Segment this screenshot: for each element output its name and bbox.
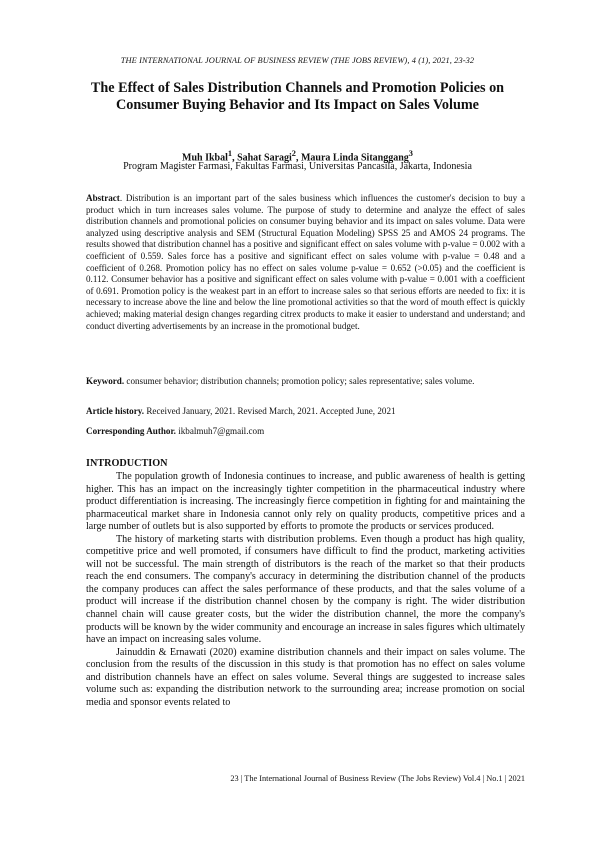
author-affiliation-mark: 1 [227, 149, 233, 158]
author-name: Muh Ikbal [182, 152, 228, 164]
body-paragraph: The population growth of Indonesia continues to increase, and public awareness of health is getting higher. This has an impact on the increasingly tighter competition in the pharmaceutical industry where product differentiation is increasing. The increasingly fierce competition in fighting for and maintaining the pharmaceutical market share in Indonesia cannot only rely on quality products, competitive prices and a large number of outlets but is also supported by efforts to promote the products or services produced. [86, 471, 525, 533]
paper-title: The Effect of Sales Distribution Channels and Promotion Policies on Consumer Buying Behavior and Its Impact on Sales Volume [90, 80, 505, 113]
author-separator: , [232, 152, 238, 164]
page-footer: 23 | The International Journal of Business Review (The Jobs Review) Vol.4 | No.1 | 2021 [230, 774, 525, 783]
abstract-label: Abstract [86, 193, 120, 203]
abstract-text: . Distribution is an important part of the sales business which influences the customer's decision to buy a product which in turn increases sales volume. The purpose of study to determine and analyze the effect of sales distribution channels and promotional policies on consumer buying behavior and its impact on sales volume. Data were analyzed using descriptive analysis and SEM (Structural Equation Modeling) SPSS 25 and AMOS 24 programs. The results showed that distribution channel has a positive and significant effect on sales volume with p-value = 0.002 with a coefficient of 0.559. Sales force has a positive and significant effect on sales volume with p-value = 0.48 and a coefficient of 0.268. Promotion policy has no effect on sales volume p-value = 0.652 (>0.05) and the coefficient is 0.112. Consumer behavior has a positive and significant effect on sales volume with p-value = 0.001 with a coefficient of 0.691. Promotion policy is the weakest part in an effort to increase sales so that serious efforts are needed to fix: it is necessary to increase above the line and below the line promotional activities so that the word of mouth effect is quickly achieved; making material design changes regarding citrex products to make it easier to understand and understand; and conduct diverting advertisements by an increase in the promotional budget. [86, 193, 525, 331]
body-paragraph: The history of marketing starts with distribution problems. Even though a product has high quality, competitive price and well promoted, if consumers have difficult to find the product, marketing activities will not be successful. The main strength of distributors is the reach of the market so that their products reach the end consumers. The company's accuracy in determining the distribution channel of the products the company produces can affect the sales performance of these products, and that the sales volume of a product will increase if the distribution channel chosen by the company is right. The wider distribution channel chain will cause greater costs, but the wider the distribution channel, the more the company's products will be known by the wider community and encourage an increase in sales figures which ultimately have an impact on increasing sales volume. [86, 533, 525, 646]
author-affiliation-mark: 3 [408, 149, 413, 158]
running-head: THE INTERNATIONAL JOURNAL OF BUSINESS REVIEW (THE JOBS REVIEW), 4 (1), 2021, 23-32 [120, 56, 475, 65]
section-heading: INTRODUCTION [86, 458, 168, 469]
abstract [86, 193, 525, 332]
author-affiliation-mark: 2 [291, 149, 296, 158]
keywords-text: consumer behavior; distribution channels; promotion policy; sales representative; sales volume. [124, 376, 475, 386]
article-history-label: Article history. [86, 406, 145, 416]
body-paragraph: Jainuddin & Ernawati (2020) examine distribution channels and their impact on sales volume. The conclusion from the results of the discussion in this study is that promotion has no effect on sales volume and distribution channels have an effect on sales volume. Several things are suggested to increase sales volume such as: expanding the distribution network to the surrounding area; increase promotion on social media and sponsor events related to [86, 646, 525, 708]
corresponding-author-email: ikbalmuh7@gmail.com [175, 426, 265, 436]
corresponding-author [86, 426, 525, 438]
author-name: Sahat Saragi [237, 152, 292, 164]
author-name: Maura Linda Sitanggang [300, 152, 409, 164]
section-body [86, 471, 525, 709]
author-separator: , [295, 152, 301, 164]
keywords [86, 376, 525, 388]
corresponding-author-label: Corresponding Author. [86, 426, 176, 436]
article-history-text: Received January, 2021. Revised March, 2021. Accepted June, 2021 [144, 406, 396, 416]
keywords-label: Keyword. [86, 376, 125, 386]
affiliation: Program Magister Farmasi, Fakultas Farmasi, Universitas Pancasila, Jakarta, Indonesia [123, 161, 472, 172]
article-history [86, 406, 525, 418]
